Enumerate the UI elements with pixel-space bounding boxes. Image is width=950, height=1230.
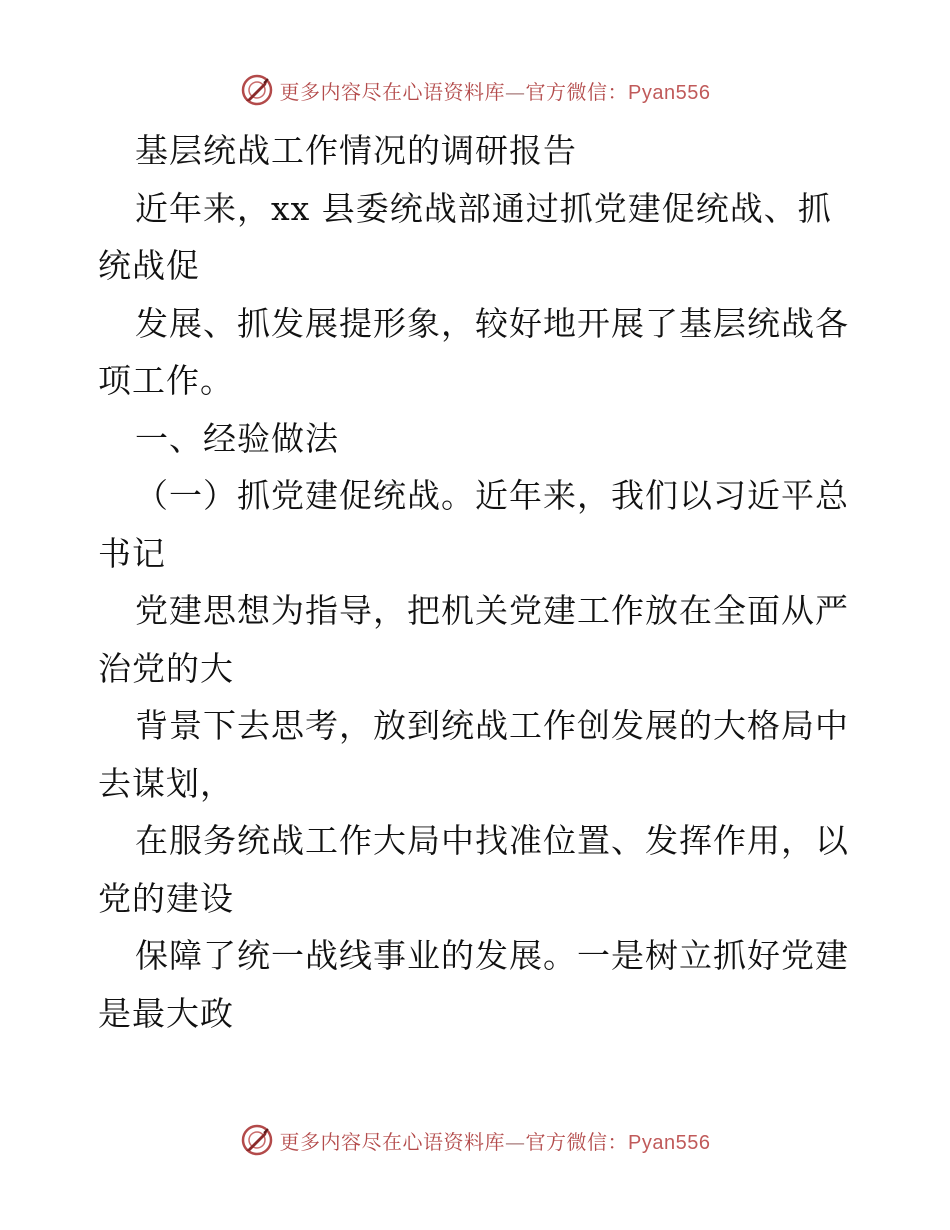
paragraph-line: 党的建设 bbox=[98, 878, 234, 918]
paragraph-line: 保障了统一战线事业的发展。一是树立抓好党建 bbox=[135, 936, 849, 975]
paragraph-line: 背景下去思考，放到统战工作创发展的大格局中 bbox=[135, 706, 849, 745]
watermark-text: 更多内容尽在心语资料库—官方微信：Pyan556 bbox=[279, 1129, 711, 1154]
paragraph-line: 书记 bbox=[98, 533, 166, 573]
pen-logo-icon bbox=[240, 1123, 274, 1157]
header-watermark bbox=[0, 70, 950, 110]
paragraph-line: 一、经验做法 bbox=[135, 418, 339, 458]
paragraph-line: 近年来，xx 县委统战部通过抓党建促统战、抓 bbox=[135, 188, 832, 228]
paragraph-line: 项工作。 bbox=[98, 361, 234, 400]
paragraph-line: 去谋划， bbox=[98, 763, 234, 803]
paragraph-line: 在服务统战工作大局中找准位置、发挥作用，以 bbox=[135, 821, 849, 860]
pen-logo-icon bbox=[240, 73, 274, 107]
paragraph-line: （一）抓党建促统战。近年来，我们以习近平总 bbox=[135, 476, 849, 515]
paragraph-line: 党建思想为指导，把机关党建工作放在全面从严 bbox=[135, 591, 849, 630]
watermark-text: 更多内容尽在心语资料库—官方微信：Pyan556 bbox=[279, 79, 711, 104]
document-body bbox=[98, 122, 858, 1042]
paragraph-line: 治党的大 bbox=[98, 648, 234, 688]
footer-watermark bbox=[0, 1120, 950, 1160]
paragraph-line: 统战促 bbox=[98, 246, 200, 285]
paragraph-line: 是最大政 bbox=[98, 993, 234, 1033]
paragraph-line: 发展、抓发展提形象，较好地开展了基层统战各 bbox=[135, 303, 849, 343]
document-title: 基层统战工作情况的调研报告 bbox=[135, 131, 577, 170]
